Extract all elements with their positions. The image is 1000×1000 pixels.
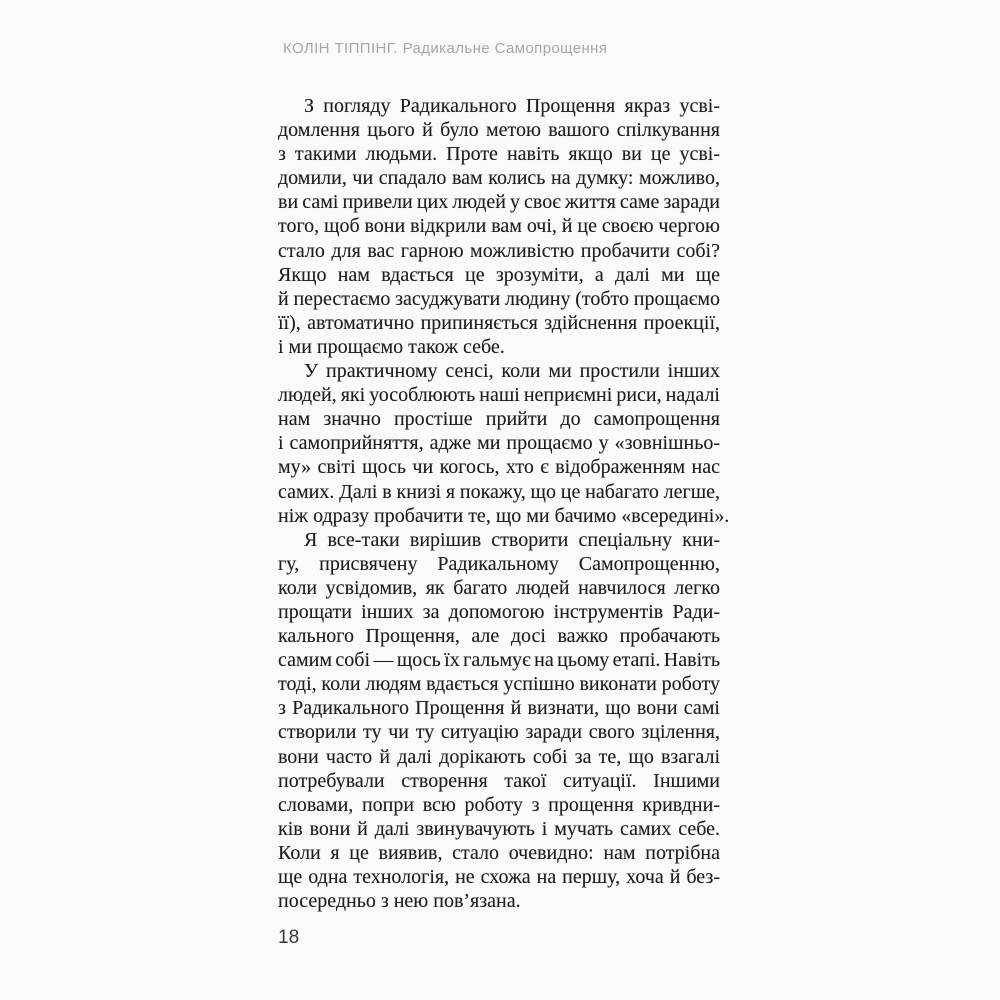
text-line: тоді, коли людям вдається успішно виконати роботу [278,673,720,696]
text-line: самим собі — щось їх гальмує на цьому етапі. Навіть [278,649,720,672]
text-line: домили, чи спадало вам колись на думку: можливо, [278,167,720,190]
text-line: потребували створення такої ситуації. Іншими [278,769,720,792]
text-line: і ми прощаємо також себе. [278,335,505,358]
text-line: і самоприйняття, адже ми прощаємо у «зовнішньо- [278,432,720,455]
text-line: Коли я це виявив, стало очевидно: нам потрібна [278,841,720,864]
text-line: Я все-таки вирішив створити спеціальну кни- [304,528,720,551]
paragraph [278,359,730,528]
text-line: домлення цього й було метою вашого спілкування [278,119,720,142]
text-line: гу, присвячену Радикальному Самопрощенню, [278,552,720,575]
text-line: того, щоб вони відкрили вам очі, й це своєю чергою [278,215,720,238]
text-line: прощати інших за допомогою інструментів Ради- [278,600,720,623]
text-line: словами, попри всю роботу з прощення кривдни- [278,793,720,816]
text-line: ніж одразу пробачити те, що ми бачимо «всередині». [278,504,730,527]
text-line: її), автоматично припиняється здійснення проекції, [278,311,720,334]
running-header: КОЛІН ТІППІНГ. Радикальне Самопрощення [283,40,608,57]
text-line: З погляду Радикального Прощення якраз усві- [304,95,720,117]
text-line: ків вони й далі звинувачують і мучать самих себе. [278,817,720,840]
page-number: 18 [278,927,300,948]
text-line: стало для вас гарною можливістю пробачити собі? [278,239,720,262]
text-line: кального Прощення, але досі важко пробачають [278,625,720,648]
text-line: коли усвідомив, як багато людей навчилося легко [278,576,720,599]
text-line: посередньо з нею пов’язана. [278,890,521,913]
text-line: ще одна технологія, не схожа на першу, хоча й без- [278,866,720,888]
body-text [278,94,730,913]
text-line: вони часто й далі дорікають собі за те, що взагалі [278,745,720,768]
text-line: Якщо нам вдається це зрозуміти, а далі ми ще [278,263,720,286]
paragraph [278,94,720,359]
text-line: нам значно простіше прийти до самопрощення [278,408,720,431]
text-line: людей, які уособлюють наші неприємні риси, надалі [278,384,720,407]
text-line: У практичному сенсі, коли ми простили інших [304,360,720,383]
text-line: створили ту чи ту ситуацію заради свого зцілення, [278,721,720,744]
text-line: ви самі привели цих людей у своє життя саме заради [278,191,720,214]
text-line: з такими людьми. Проте навіть якщо ви це усві- [278,143,720,166]
text-line: й перестаємо засуджувати людину (тобто прощаємо [278,287,720,310]
paragraph [278,528,720,914]
text-line: з Радикального Прощення й визнати, що вони самі [278,697,720,720]
text-line: му» світі щось чи когось, хто є відображенням нас [278,456,720,479]
text-line: самих. Далі в книзі я покажу, що це набагато легше, [278,480,720,503]
